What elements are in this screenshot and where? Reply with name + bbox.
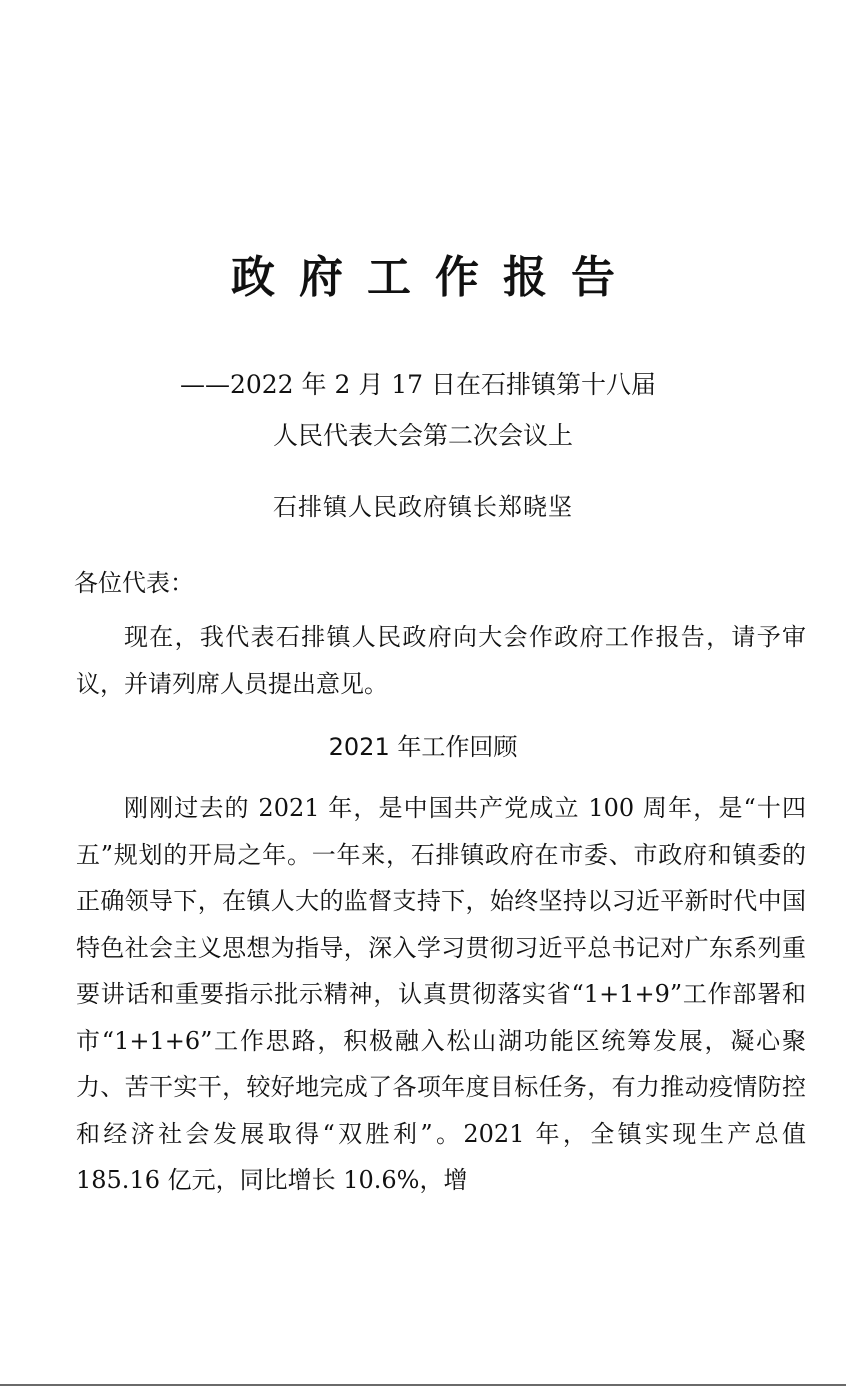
body-paragraph: 刚刚过去的 2021 年，是中国共产党成立 100 周年，是“十四五”规划的开局之年。一年来，石排镇政府在市委、市政府和镇委的正确领导下，在镇人大的监督支持下，始终坚持以习近平新时代中国特色社会主义思想为指导，深入学习贯彻习近平总书记对广东系列重要讲话和重要指示批示精神，认真贯彻落实省“1+1+9”工作部署和市“1+1+6”工作思路，积极融入松山湖功能区统筹发展，凝心聚力、苦干实干，较好地完成了各项年度目标任务，有力推动疫情防控和经济社会发展取得“双胜利”。2021 年，全镇实现生产总值 185.16 亿元，同比增长 10.6%，增	[76, 794, 806, 1194]
subtitle-date-line: ——2022 年 2 月 17 日在石排镇第十八届	[179, 370, 657, 399]
page-bottom-rule	[0, 1384, 846, 1386]
intro-paragraph: 现在，我代表石排镇人民政府向大会作政府工作报告，请予审议，并请列席人员提出意见。	[76, 623, 806, 698]
report-title: 政府工作报告	[231, 252, 639, 303]
subtitle-meeting-line: 人民代表大会第二次会议上	[272, 421, 573, 450]
section-heading: 2021 年工作回顾	[328, 733, 518, 761]
author-line: 石排镇人民政府镇长郑晓坚	[273, 493, 573, 521]
salutation: 各位代表：	[74, 569, 194, 597]
